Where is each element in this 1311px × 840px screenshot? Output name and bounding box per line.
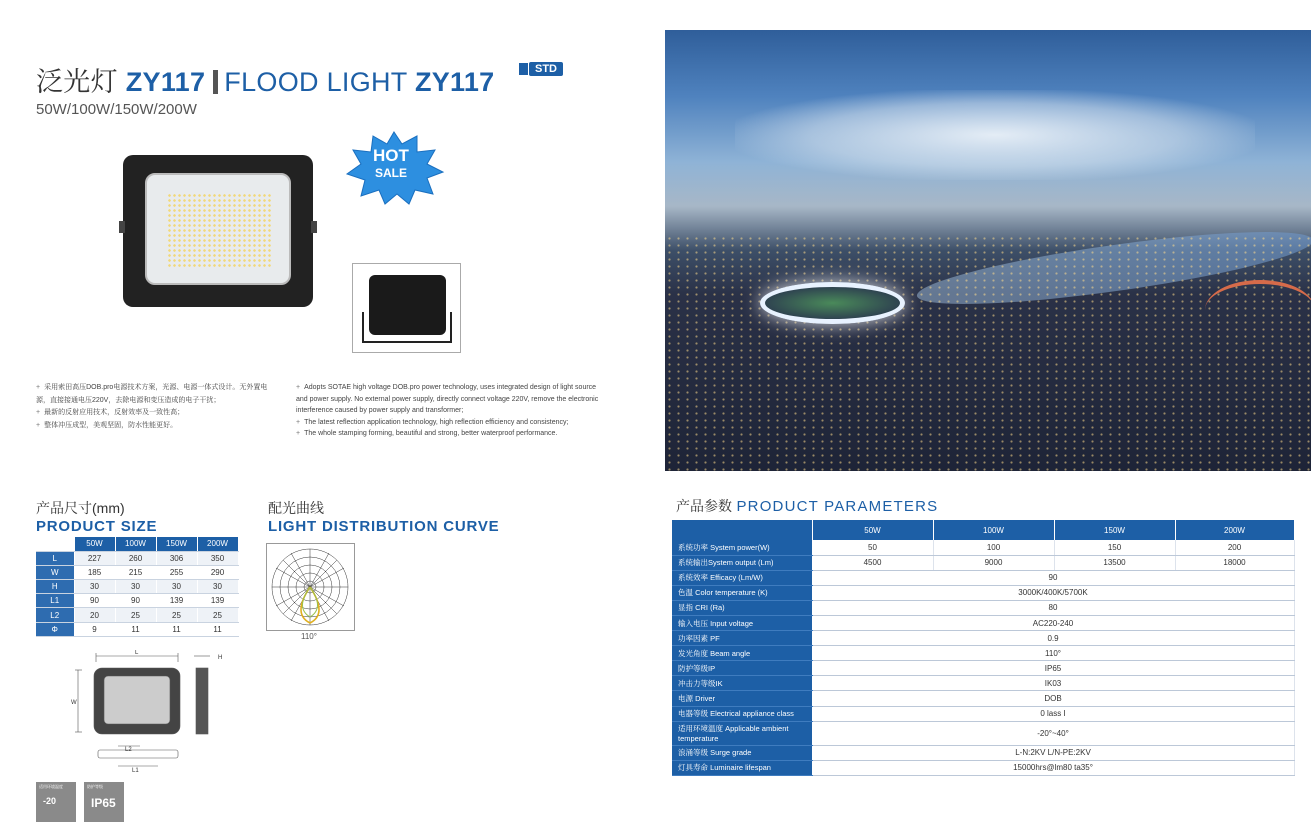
cell: 9000 [933,555,1054,570]
title-cn: 泛光灯 [36,67,118,97]
title-model: ZY117 [125,67,206,97]
table-row [36,580,238,594]
photo-city-lights [665,235,1311,471]
cell: L-N:2KV L/N-PE:2KV [812,745,1294,760]
cell: 100 [933,540,1054,555]
title-en: FLOOD LIGHT [224,67,408,97]
table-row [672,661,1294,676]
hot-text: HOT [373,146,409,165]
led-array [167,193,273,269]
cell: 30 [156,580,197,594]
param-key: 灯具寿命 Luminaire lifespan [672,760,812,775]
table-row [672,676,1294,691]
size-heading-cn: 产品尺寸(mm) [36,500,125,516]
desc-en-item: + Adopts SOTAE high voltage DOB.pro power technology, uses integrated design of light source and power supply. No external power supply, directly connect voltage 220V, remove the electronic interference caused by power supply and transformer; [296,384,599,414]
description-en [296,382,606,440]
cell: 260 [115,551,156,565]
cell: 150 [1054,540,1175,555]
page-title [36,60,495,99]
param-key: 浪涌等级 Surge grade [672,745,812,760]
polar-curve-icon [267,544,354,630]
param-key: 输入电压 Input voltage [672,615,812,630]
row-key: Φ [36,622,74,636]
table-row [672,745,1294,760]
cell: 185 [74,565,115,579]
cell: 110° [812,646,1294,661]
params-heading-cn: 产品参数 [676,498,732,514]
desc-cn-item: + 采用索田高压DOB.pro电源技术方案，光源、电源一体式设计。无外置电源，直接接通电压220V，去除电源和变压造成的电子干扰； [36,384,268,404]
table-row [672,570,1294,585]
param-key: 色温 Color temperature (K) [672,585,812,600]
cell: 200 [1175,540,1294,555]
cell: 30 [74,580,115,594]
param-key: 显指 CRI (Ra) [672,600,812,615]
beam-angle-label: 110° [301,632,317,641]
cell: 11 [156,622,197,636]
cell: 30 [197,580,238,594]
photo-clouds [735,90,1255,180]
table-row [672,760,1294,775]
cell: 3000K/400K/5700K [812,585,1294,600]
std-badge [519,62,563,76]
floodlight-front-image [123,155,313,307]
title-divider [213,70,218,94]
cell: 350 [197,551,238,565]
size-table [36,537,239,637]
table-row [672,555,1294,570]
cell: 290 [197,565,238,579]
cell: 15000hrs@lm80 ta35° [812,760,1294,775]
cell: IP65 [812,661,1294,676]
dim-label-H: H [218,655,223,661]
row-key: L [36,551,74,565]
size-col: 150W [156,537,197,551]
mount-ear-right [311,221,317,233]
cell: 139 [197,594,238,608]
param-key: 系统功率 System power(W) [672,540,812,555]
cell: 90 [115,594,156,608]
cell: 9 [74,622,115,636]
cell: 25 [115,608,156,622]
cert-label: 防护等级 [87,784,103,789]
cell: 306 [156,551,197,565]
badge-mark-icon [519,63,528,75]
table-row [672,631,1294,646]
size-table-header [36,537,238,551]
cell: 215 [115,565,156,579]
dim-label-L1: L1 [132,768,139,774]
dim-label-L2: L2 [125,747,132,753]
size-col: 50W [74,537,115,551]
table-row [672,706,1294,721]
params-col: 200W [1175,520,1294,540]
cell: -20°~40° [812,721,1294,745]
table-row [36,622,238,636]
dimension-drawing [68,650,248,775]
desc-en-item: + The whole stamping forming, beautiful and strong, better waterproof performance. [296,430,558,437]
city-night-photo [665,30,1311,471]
size-heading [36,498,157,535]
cell: 30 [115,580,156,594]
table-row [36,565,238,579]
params-col: 150W [1054,520,1175,540]
std-label: STD [529,62,563,76]
wattage-subtitle: 50W/100W/150W/200W [36,101,197,118]
table-row [672,585,1294,600]
row-key: W [36,565,74,579]
temperature-cert-icon [36,782,76,822]
table-row [672,646,1294,661]
dim-label-W: W [71,700,77,706]
cell: 255 [156,565,197,579]
bracket-icon [353,264,462,354]
param-key: 系统效率 Efficacy (Lm/W) [672,570,812,585]
cell: AC220-240 [812,615,1294,630]
curve-heading-en: LIGHT DISTRIBUTION CURVE [268,518,500,535]
light-distribution-chart [266,543,355,631]
cell: 25 [197,608,238,622]
cell: 18000 [1175,555,1294,570]
desc-cn-item: + 最新的反射应用技术，反射效率及一致性高； [36,409,185,416]
param-key: 电源 Driver [672,691,812,706]
led-panel [145,173,291,285]
size-col: 200W [197,537,238,551]
cell: 90 [812,570,1294,585]
cert-label: 适用环境温度 [39,784,63,789]
param-key: 冲击力等级IK [672,676,812,691]
params-corner [672,520,812,540]
table-row [672,600,1294,615]
photo-bridge [1205,280,1311,340]
param-key: 发光角度 Beam angle [672,646,812,661]
dimension-diagram-icon [68,650,248,775]
cert-value: -20 [43,796,57,806]
param-key: 电器等级 Electrical appliance class [672,706,812,721]
cell: 227 [74,551,115,565]
mount-ear-left [119,221,125,233]
cell: 4500 [812,555,933,570]
params-col: 100W [933,520,1054,540]
table-row [672,615,1294,630]
photo-stadium [760,282,905,324]
row-key: L2 [36,608,74,622]
cell: IK03 [812,676,1294,691]
table-row [36,608,238,622]
table-row [36,551,238,565]
row-key: H [36,580,74,594]
cell: 13500 [1054,555,1175,570]
ip65-cert-icon [84,782,124,822]
cell: 11 [115,622,156,636]
title-model-en: ZY117 [414,67,495,97]
cell: 90 [74,594,115,608]
desc-en-item: + The latest reflection application technology, high reflection efficiency and consistency; [296,418,569,426]
param-key: 功率因素 PF [672,631,812,646]
cell: 20 [74,608,115,622]
size-corner [36,537,74,551]
cell: DOB [812,691,1294,706]
row-key: L1 [36,594,74,608]
params-table [672,520,1295,776]
floodlight-back-image [352,263,461,353]
size-heading-en: PRODUCT SIZE [36,518,158,535]
params-header [672,520,1294,540]
curve-heading [268,498,499,535]
table-row [672,691,1294,706]
cell: 80 [812,600,1294,615]
params-col: 50W [812,520,933,540]
size-col: 100W [115,537,156,551]
cell: 50 [812,540,933,555]
param-key: 系统输出System output (Lm) [672,555,812,570]
description-cn [36,382,276,432]
cert-value: IP65 [91,796,116,810]
cell: 11 [197,622,238,636]
table-row [672,540,1294,555]
param-key: 适用环境温度 Applicable ambient temperature [672,721,812,745]
desc-cn-item: + 整体冲压成型，美观坚固，防水性能更好。 [36,421,178,429]
params-heading-en: PRODUCT PARAMETERS [736,498,939,515]
dim-label-L: L [135,650,139,656]
cell: 25 [156,608,197,622]
sale-text: SALE [375,166,408,180]
param-key: 防护等级IP [672,661,812,676]
params-heading [676,496,938,516]
table-row [36,594,238,608]
curve-heading-cn: 配光曲线 [268,500,324,516]
cell: 139 [156,594,197,608]
cell: 0 lass I [812,706,1294,721]
cell: 0.9 [812,631,1294,646]
table-row [672,721,1294,745]
hot-sale-badge [343,130,445,206]
